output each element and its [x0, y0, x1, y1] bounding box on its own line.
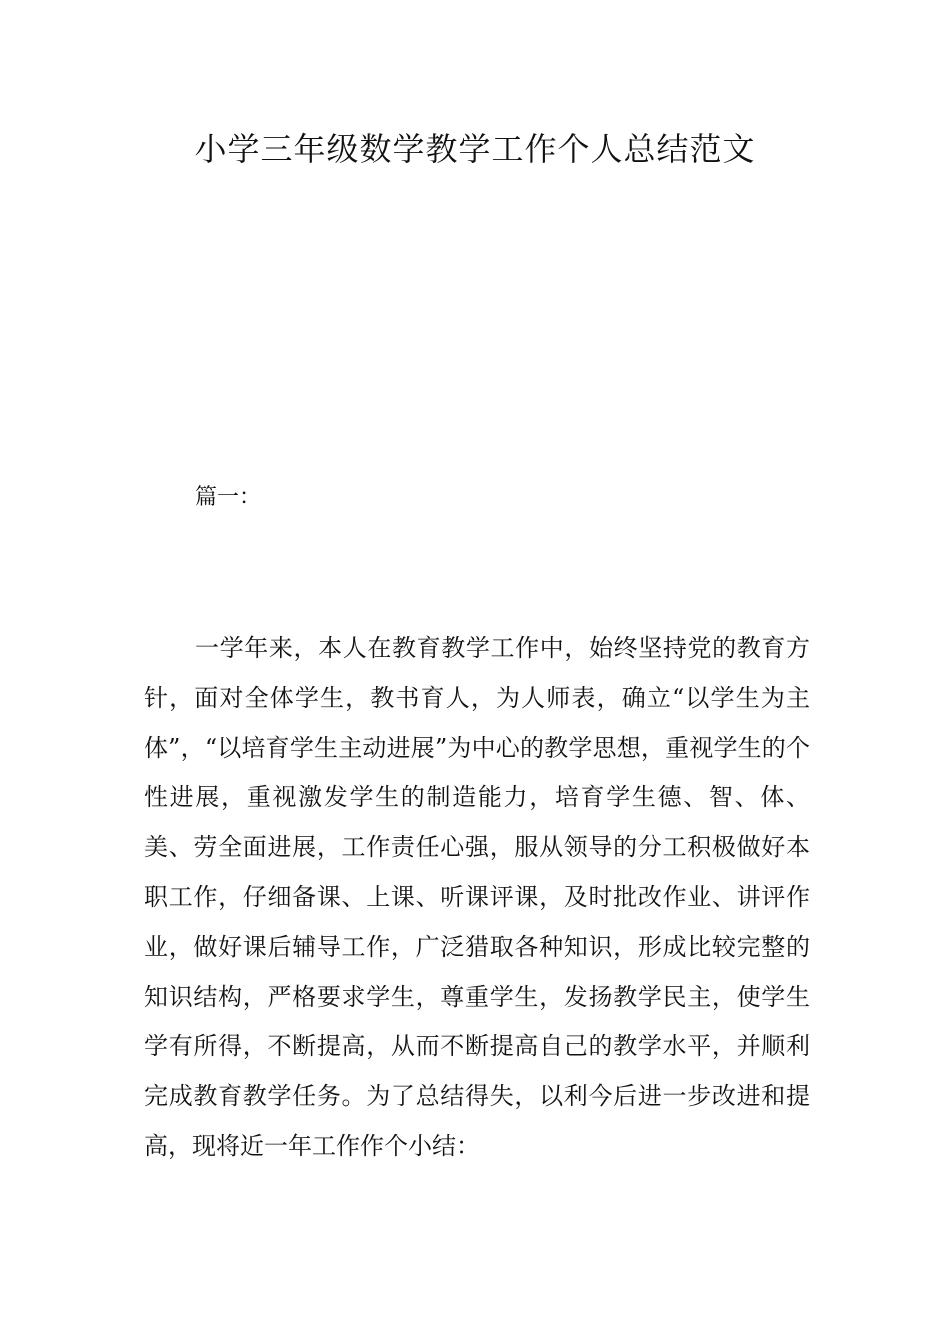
section-heading: 篇一： [195, 485, 262, 510]
body-paragraph: 一学年来，本人在教育教学工作中，始终坚持党的教育方针，面对全体学生，教书育人，为人师表，确立“以学生为主体”，“以培育学生主动进展”为中心的教学思想，重视学生的个性进展，重视激发学生的制造能力，培育学生德、智、体、美、劳全面进展，工作责任心强，服从领导的分工积极做好本职工作，仔细备课、上课、听课评课，及时批改作业、讲评作业，做好课后辅导工作，广泛猎取各种知识，形成比较完整的知识结构，严格要求学生，尊重学生，发扬教学民主，使学生学有所得，不断提高，从而不断提高自己的教学水平，并顺利完成教育教学任务。为了总结得失，以利今后进一步改进和提高，现将近一年工作作个小结： [144, 634, 810, 1160]
document-title: 小学三年级数学教学工作个人总结范文 [194, 130, 756, 168]
